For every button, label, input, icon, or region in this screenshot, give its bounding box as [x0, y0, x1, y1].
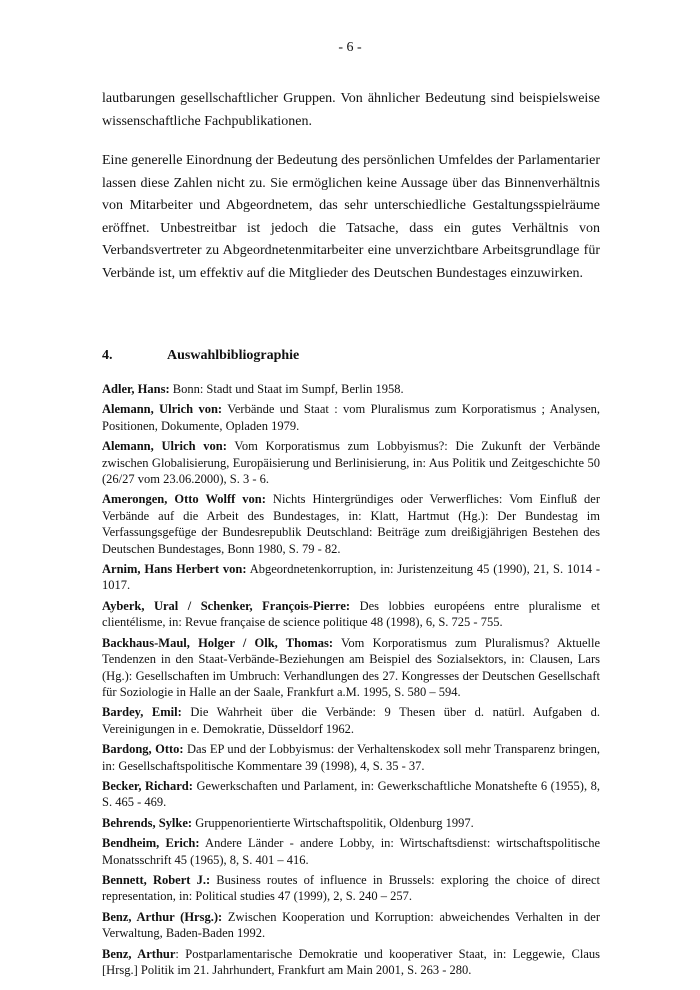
bibliography-author: Benz, Arthur: [102, 946, 176, 961]
bibliography-entry: [102, 491, 600, 557]
bibliography-entry: [102, 815, 600, 831]
section-title: Auswahlbibliographie: [167, 348, 300, 363]
bibliography-author: Alemann, Ulrich von:: [102, 439, 227, 454]
body-paragraph: Eine generelle Einordnung der Bedeutung des persönlichen Umfeldes der Parlamentarier lassen diese Zahlen nicht zu. Sie ermöglichen keine Aussage über das Binnenverhältnis von Mitarbeiter und Abgeordnetem, das sehr unterschiedliche Gestaltungsspielräume eröffnet. Unbestreitbar ist jedoch die Tatsache, dass ein gutes Verhältnis von Verbandsvertreter zu Abgeordnetenmitarbeiter eine unverzichtbare Arbeitsgrundlage für Verbände ist, um effektiv auf die Mitglieder des Deutschen Bundestages einzuwirken.: [102, 153, 600, 281]
bibliography-text: Business routes of influence in Brussels: exploring the choice of direct representation, in: Political studies 47 (1999), 2, S. 240 – 257.: [102, 872, 600, 904]
bibliography-author: Arnim, Hans Herbert von:: [102, 562, 247, 577]
bibliography-entry: [102, 872, 600, 905]
bibliography-entry: [102, 561, 600, 594]
bibliography-author: Bardey, Emil:: [102, 705, 182, 720]
body-paragraph: lautbarungen gesellschaftlicher Gruppen. Von ähnlicher Bedeutung sind beispielsweise wissenschaftliche Fachpublikationen.: [102, 91, 600, 129]
bibliography-text: Verbände und Staat : vom Pluralismus zum Korporatismus ; Analysen, Positionen, Dokumente, Opladen 1979.: [102, 402, 601, 433]
bibliography-text: Bonn: Stadt und Staat im Sumpf, Berlin 1958.: [169, 382, 404, 396]
section-heading: [102, 348, 600, 364]
bibliography-entry: [102, 381, 600, 397]
bibliography-author: Bennett, Robert J.:: [102, 872, 211, 887]
bibliography-entry: [102, 778, 600, 811]
bibliography-text: Vom Korporatismus zum Lobbyismus?: Die Zukunft der Verbände zwischen Globalisierung, Europäisierung und Berlinisierung, in: Aus Politik und Zeitgeschichte 50 (26/27 vom 23.06.2000), S. 3 - 6.: [102, 439, 600, 487]
bibliography-author: Behrends, Sylke:: [102, 815, 193, 830]
bibliography-author: Becker, Richard:: [102, 778, 193, 793]
bibliography-text: Gruppenorientierte Wirtschaftspolitik, Oldenburg 1997.: [192, 815, 474, 830]
bibliography-author: Ayberk, Ural / Schenker, François-Pierre:: [102, 598, 351, 613]
bibliography-text: Vom Korporatismus zum Pluralismus? Aktuelle Tendenzen in den Staat-Verbände-Beziehungen am Beispiel des Sozialsektors, in: Clausen, Lars (Hg.): Gesellschaften im Umbruch: Verhandlungen des 27. Kongresses der Deutschen Gesellschaft für Soziologie in Halle an der Saale, Frankfurt a.M. 1995, S. 580 – 594.: [102, 635, 600, 699]
bibliography-text: Andere Länder - andere Lobby, in: Wirtschaftsdienst: wirtschaftspolitische Monatsschrift 45 (1965), 8, S. 401 – 416.: [102, 836, 600, 867]
bibliography-text: Die Wahrheit über die Verbände: 9 Thesen über d. natürl. Aufgaben d. Vereinigungen in e. Demokratie, Düsseldorf 1962.: [102, 705, 600, 736]
bibliography-entry: [102, 598, 600, 631]
bibliography-entry: [102, 438, 600, 487]
bibliography-text: Nichts Hintergründiges oder Verwerfliches: Vom Einfluß der Verbände auf die Arbeit des Bundestages, in: Klatt, Hartmut (Hg.): Der Bundestag im Verfassungsgefüge der Bundesrepublik Deutschland: Beiträge zum dreißigjährigen Bestehen des Deutschen Bundestages, Bonn 1980, S. 79 - 82.: [102, 492, 600, 556]
bibliography-text: Zwischen Kooperation und Korruption: abweichendes Verhalten in der Verwaltung, Baden-Baden 1992.: [102, 909, 600, 941]
bibliography-text: Abgeordnetenkorruption, in: Juristenzeitung 45 (1990), 21, S. 1014 - 1017.: [102, 562, 600, 593]
section-number: 4.: [102, 348, 113, 363]
bibliography-text: Das EP und der Lobbyismus: der Verhaltenskodex soll mehr Transparenz bringen, in: Gesellschaftspolitische Kommentare 39 (1998), 4, S. 35 - 37.: [102, 742, 600, 773]
bibliography-author: Benz, Arthur (Hrsg.):: [102, 909, 223, 924]
bibliography-author: Bendheim, Erich:: [102, 836, 200, 851]
bibliography-list: [102, 381, 600, 982]
bibliography-entry: [102, 909, 600, 942]
page-number: - 6 -: [338, 40, 362, 55]
bibliography-author: Backhaus-Maul, Holger / Olk, Thomas:: [102, 635, 334, 650]
bibliography-author: Adler, Hans:: [102, 382, 170, 396]
bibliography-text: Gewerkschaften und Parlament, in: Gewerkschaftliche Monatshefte 6 (1955), 8, S. 465 - 469.: [102, 778, 601, 810]
bibliography-entry: [102, 704, 600, 737]
bibliography-entry: [102, 401, 600, 434]
bibliography-entry: [102, 835, 600, 868]
bibliography-text: : Postparlamentarische Demokratie und kooperativer Staat, in: Leggewie, Claus [Hrsg.] Politik im 21. Jahrhundert, Frankfurt am Main 2001, S. 263 - 280.: [102, 946, 600, 977]
bibliography-author: Alemann, Ulrich von:: [102, 402, 223, 417]
bibliography-text: Des lobbies européens entre pluralisme et clientélisme, in: Revue française de science politique 48 (1998), 6, S. 725 - 755.: [102, 598, 600, 630]
bibliography-author: Amerongen, Otto Wolff von:: [102, 492, 266, 507]
bibliography-author: Bardong, Otto:: [102, 742, 184, 757]
bibliography-entry: [102, 635, 600, 701]
bibliography-entry: [102, 741, 600, 774]
bibliography-entry: [102, 946, 600, 979]
